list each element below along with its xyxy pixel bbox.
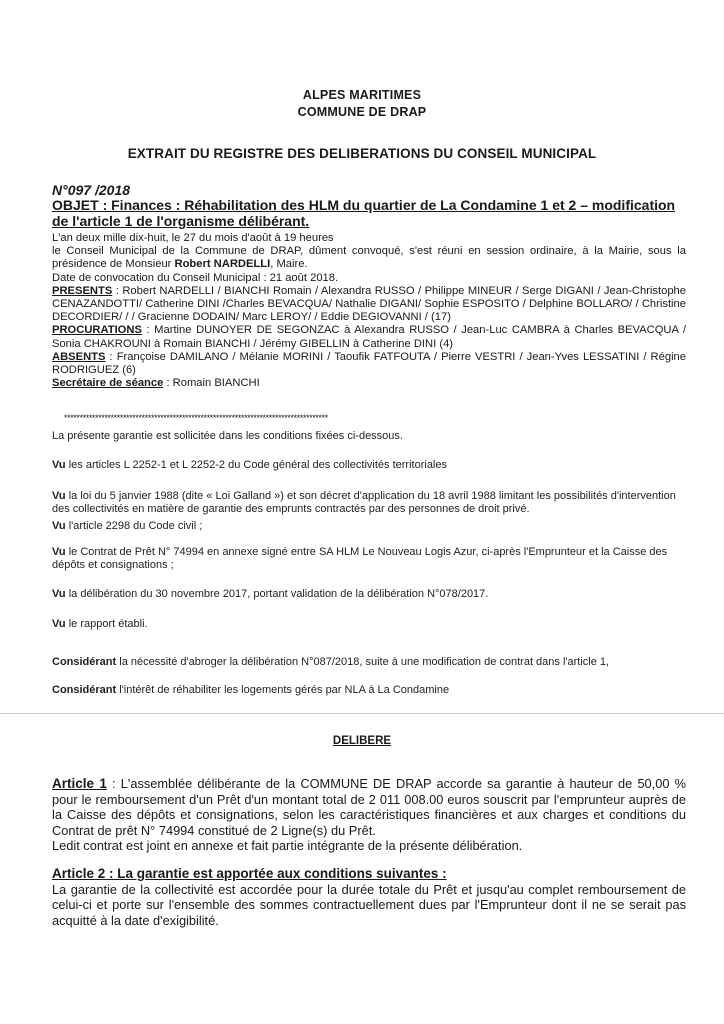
deliberation-number: N°097 /2018 bbox=[52, 182, 130, 198]
vu-contrat-text: le Contrat de Prêt N° 74994 en annexe signé entre SA HLM Le Nouveau Logis Azur, ci-après l'Emprunteur et la Caisse des dépôts et consignations ; bbox=[52, 546, 668, 571]
vu-code-civil bbox=[52, 520, 686, 533]
article-1-text: : L'assemblée délibérante de la COMMUNE DE DRAP accorde sa garantie à hauteur de 50,00 % pour le remboursement d'un Prêt d'un montant total de 2 011 008.00 euros souscrit par l'emprunteur auprès de la Caisse des dépôts et consignations, selon les caractéristiques financières et aux charges et conditions du Contrat de prêt N° 74994 constitué de 2 Ligne(s) du Prêt. bbox=[52, 776, 687, 838]
article-1-annex: Ledit contrat est joint en annexe et fait partie intégrante de la présente délibération. bbox=[52, 838, 523, 854]
session-text-end: , Maire. bbox=[270, 258, 308, 271]
secretaire-label: Secrétaire de séance bbox=[52, 377, 164, 390]
presents-label: PRESENTS bbox=[52, 284, 113, 297]
session-text bbox=[52, 245, 686, 271]
absents-text: : Françoise DAMILANO / Mélanie MORINI / Taoufik FATFOUTA / Pierre VESTRI / Jean-Yves LESSATINI / Régine RODRIGUEZ (6) bbox=[52, 350, 686, 377]
vu-label: Vu bbox=[52, 490, 66, 502]
document-title: EXTRAIT DU REGISTRE DES DELIBERATIONS DU CONSEIL MUNICIPAL bbox=[127, 146, 597, 161]
vu-code-civil-text: l'article 2298 du Code civil ; bbox=[65, 520, 203, 532]
objet-line bbox=[52, 197, 686, 229]
article-2-text: La garantie de la collectivité est accordée pour la durée totale du Prêt et jusqu'au complet remboursement de celui-ci et porte sur l'ensemble des sommes contractuellement dues par l'Emprunteur dont il ne se serait pas acquitté à la date d'exigibilité. bbox=[52, 881, 686, 928]
article-1 bbox=[52, 776, 686, 854]
guarantee-intro: La présente garantie est sollicitée dans les conditions fixées ci-dessous. bbox=[52, 430, 403, 442]
vu-loi-text: la loi du 5 janvier 1988 (dite « Loi Galland ») et son décret d'application du 18 avril 1988 limitant les possibilités d'intervention des collectivités en matière de garantie des emprunts contractés par des personnes de droit privé. bbox=[52, 490, 676, 515]
objet-text: : Finances : Réhabilitation des HLM du quartier de La Condamine 1 et 2 – modification de l'article 1 de l'organisme délibérant. bbox=[52, 197, 676, 229]
vu-contrat bbox=[52, 546, 686, 572]
presents-list bbox=[52, 285, 686, 325]
considerant-rehabiliter bbox=[52, 684, 686, 697]
article-2-title: : La garantie est apportée aux conditions suivantes : bbox=[105, 866, 447, 881]
vu-rapport bbox=[52, 618, 686, 631]
considerant-label: Considérant bbox=[52, 684, 117, 696]
secretaire-text: : Romain BIANCHI bbox=[163, 377, 260, 390]
procurations-label: PROCURATIONS bbox=[52, 324, 142, 337]
convocation-date: Date de convocation du Conseil Municipal : 21 août 2018. bbox=[52, 271, 339, 284]
vu-articles-text: les articles L 2252-1 et L 2252-2 du Code général des collectivités territoriales bbox=[65, 459, 447, 471]
vu-label: Vu bbox=[52, 546, 66, 558]
procurations-text: : Martine DUNOYER DE SEGONZAC à Alexandra RUSSO / Jean-Luc CAMBRA à Charles BEVACQUA / Sonia CHAKROUNI à Romain BIANCHI / Jérémy GIBELLIN à Catherine DINI (4) bbox=[52, 324, 686, 350]
delibere-heading: DELIBERE bbox=[332, 735, 392, 747]
vu-articles bbox=[52, 459, 686, 472]
vu-label: Vu bbox=[52, 588, 66, 600]
vu-label: Vu bbox=[52, 618, 66, 630]
vu-loi bbox=[52, 490, 686, 516]
article-2 bbox=[52, 866, 686, 928]
presents-text: : Robert NARDELLI / BIANCHI Romain / Alexandra RUSSO / Philippe MINEUR / Serge DIGANI / Jean-Christophe CENAZANDOTTI/ Catherine DINI /Charles BEVACQUA/ Nathalie DIGANI/ Sophie ESPOSITO / Delphine BOLLARO/ / Christine DECORDIER/ / / Gracienne DODAIN/ Marc LEROY/ / Eddie DEGIOVANNI / (17) bbox=[52, 284, 686, 324]
page-divider bbox=[0, 713, 724, 714]
considerant-abroger bbox=[52, 656, 686, 669]
article-1-label: Article 1 bbox=[52, 776, 107, 791]
considerant-abroger-text: la nécessité d'abroger la délibération N°087/2018, suite à une modification de contrat dans l'article 1, bbox=[116, 656, 610, 668]
session-text-body: le Conseil Municipal de la Commune de DRAP, dûment convoqué, s'est réuni en session ordinaire, à la Mairie, sous la présidence de Monsieur bbox=[52, 245, 686, 271]
session-date: L'an deux mille dix-huit, le 27 du mois d'août à 19 heures bbox=[52, 232, 334, 244]
separator-stars: ************************************************************************************* bbox=[64, 413, 328, 423]
objet-label: OBJET bbox=[52, 197, 99, 213]
vu-deliberation-text: la délibération du 30 novembre 2017, portant validation de la délibération N°078/2017. bbox=[65, 588, 489, 600]
article-2-label: Article 2 bbox=[52, 866, 106, 881]
session-details bbox=[52, 232, 686, 390]
considerant-label: Considérant bbox=[52, 656, 117, 668]
vu-label: Vu bbox=[52, 520, 66, 532]
president-name: Robert NARDELLI bbox=[174, 258, 271, 271]
vu-deliberation bbox=[52, 588, 686, 601]
absents-list bbox=[52, 351, 686, 377]
commune-heading: COMMUNE DE DRAP bbox=[297, 105, 427, 119]
absents-label: ABSENTS bbox=[52, 350, 106, 363]
department-heading: ALPES MARITIMES bbox=[302, 88, 422, 102]
vu-label: Vu bbox=[52, 459, 66, 471]
secretaire-line bbox=[52, 377, 686, 390]
vu-rapport-text: le rapport établi. bbox=[65, 618, 148, 630]
procurations-list bbox=[52, 324, 686, 350]
considerant-rehabiliter-text: l'intérêt de réhabiliter les logements gérés par NLA à La Condamine bbox=[116, 684, 450, 696]
